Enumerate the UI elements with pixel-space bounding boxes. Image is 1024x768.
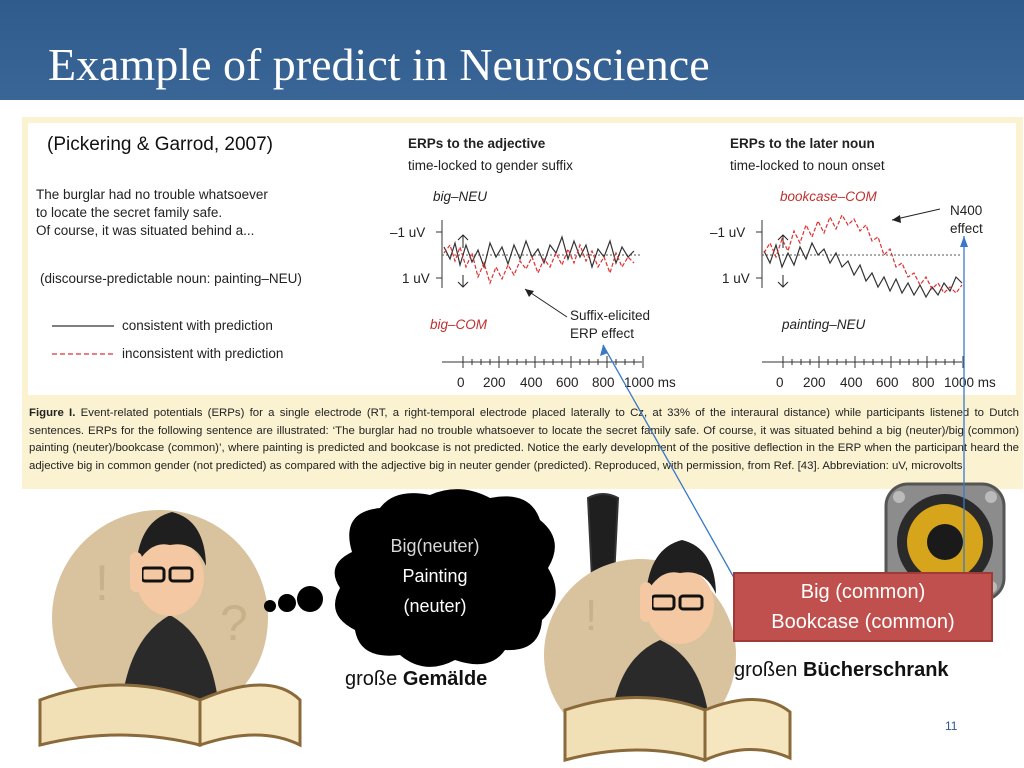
right-y-tick-pos: 1 uV <box>722 271 750 286</box>
german-left-word1: große <box>345 668 398 690</box>
left-annotation-1: Suffix-elicited <box>570 308 651 323</box>
german-right-word1: großen <box>734 659 798 681</box>
right-annotation-1: N400 <box>950 203 983 218</box>
left-y-tick-pos: 1 uV <box>402 271 430 286</box>
sentence-line-2: to locate the secret family safe. <box>36 205 223 220</box>
surprise-line-2: Bookcase (common) <box>771 611 955 633</box>
caption-text: Event-related potentials (ERPs) for a single electrode (RT, a right-temporal electrode placed laterally to Cz, at 33% of the interaural distance) while participants listened to Dutch sentences. ERPs for the following sentence are illustrated: ‘The burglar had no trouble whatsoever to locate the secret family safe. Of course, it was situated behind a big (neuter)/big (common) painting (neuter)/bookcase (common)’, where painting is predicted and bookcase is not predicted. Notice the early development of the positive deflection in the ERP when the participant heard the adjective big in common gender (not predicted) as compared with the adjective big in neuter gender (predicted). Reproduced, with permission, from Ref. [43]. Abbreviation: uV, microvolts. <box>29 407 1019 472</box>
svg-text:?: ? <box>220 595 248 651</box>
right-x-tick: 800 <box>912 375 935 390</box>
right-x-tick: 200 <box>803 375 826 390</box>
german-phrase-left <box>345 668 487 691</box>
cloud-line-3: (neuter) <box>403 596 467 616</box>
cloud-line-2: Painting <box>402 566 468 586</box>
left-annotation-2: ERP effect <box>570 326 635 341</box>
svg-text:!: ! <box>585 591 598 640</box>
character-icon <box>40 510 300 745</box>
left-x-tick: 0 <box>457 375 465 390</box>
right-panel-heading: ERPs to the later noun <box>730 136 875 151</box>
legend-inconsistent: inconsistent with prediction <box>122 346 284 361</box>
thought-dot-small <box>264 600 276 612</box>
right-x-tick: 400 <box>840 375 863 390</box>
thought-dot-medium <box>278 594 296 612</box>
left-y-tick-neg: –1 uV <box>390 225 426 240</box>
right-x-tick: 600 <box>876 375 899 390</box>
german-left-word2: Gemälde <box>402 668 488 690</box>
surprise-line-1: Big (common) <box>800 581 926 603</box>
right-panel-subheading: time-locked to noun onset <box>730 158 885 173</box>
legend-consistent: consistent with prediction <box>122 318 273 333</box>
svg-text:!: ! <box>95 555 109 611</box>
thought-dot-large <box>297 586 323 612</box>
left-panel-heading: ERPs to the adjective <box>408 136 546 151</box>
right-label-bottom: painting–NEU <box>782 317 866 332</box>
right-label-top: bookcase–COM <box>780 189 877 204</box>
left-label-bottom: big–COM <box>430 317 488 332</box>
left-x-tick: 200 <box>483 375 506 390</box>
left-x-tick: 400 <box>520 375 543 390</box>
left-x-tick: 1000 ms <box>624 375 676 390</box>
left-panel-subheading: time-locked to gender suffix <box>408 158 573 173</box>
page-number: 11 <box>945 719 958 733</box>
noun-note: (discourse-predictable noun: painting–NEU) <box>40 271 302 286</box>
german-phrase-right <box>734 659 949 682</box>
left-x-tick: 800 <box>592 375 615 390</box>
right-x-tick: 1000 ms <box>944 375 996 390</box>
left-x-tick: 600 <box>556 375 579 390</box>
german-right-word2: Bücherschrank <box>802 659 949 681</box>
right-y-tick-neg: –1 uV <box>710 225 746 240</box>
citation: (Pickering & Garrod, 2007) <box>47 134 273 155</box>
caption-label: Figure I. <box>29 407 76 419</box>
right-annotation-2: effect <box>950 221 983 236</box>
sentence-line-1: The burglar had no trouble whatsoever <box>36 187 268 202</box>
surprise-box <box>733 572 993 642</box>
sentence-line-3: Of course, it was situated behind a... <box>36 223 255 238</box>
left-label-top: big–NEU <box>433 189 488 204</box>
right-x-tick: 0 <box>776 375 784 390</box>
cloud-line-1: Big(neuter) <box>390 536 480 556</box>
slide-title: Example of predict in Neuroscience <box>48 39 710 90</box>
